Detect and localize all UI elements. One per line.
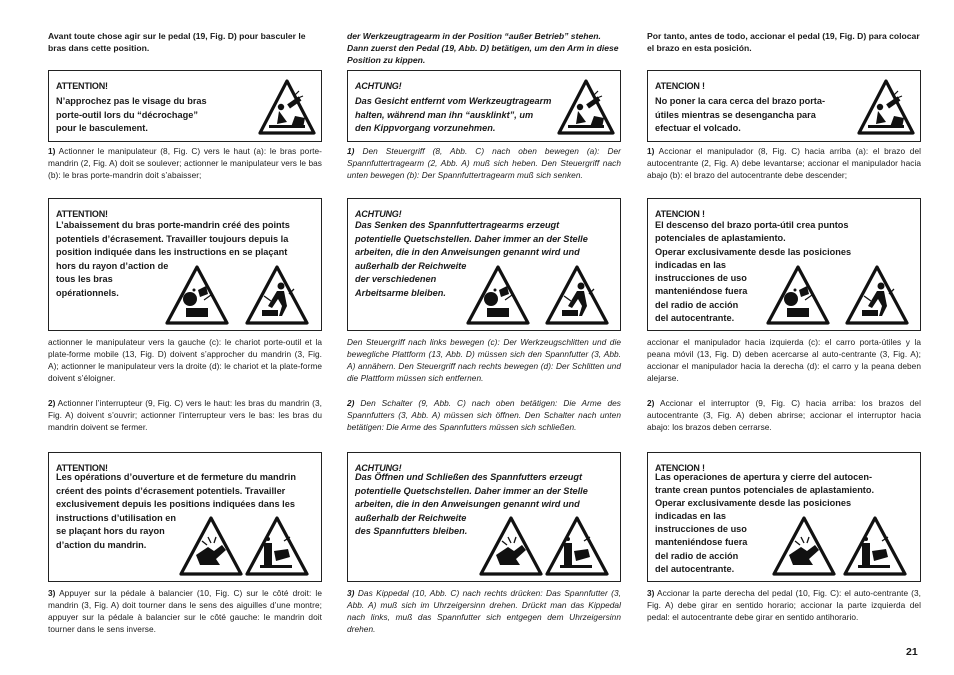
warning-title: ACHTUNG!	[355, 463, 402, 473]
warning-line: N’approchez pas le visage du bras	[56, 96, 207, 106]
hand-crush-icon	[178, 515, 244, 577]
hand-crush-icon	[771, 515, 837, 577]
warning-line: außerhalb der Reichweite	[355, 260, 467, 271]
warning-line: des Spannfutters bleiben.	[355, 526, 468, 537]
warning-line: trante crean puntos potenciales de aplastamiento.	[655, 485, 875, 496]
step-number: 1)	[48, 146, 56, 156]
warning-line: arbeiten, die in den Anweisungen genannt wird und	[355, 247, 580, 258]
warning-line: halten, während man ihn “ausklinkt”, um	[355, 109, 534, 120]
warning-line: arbeiten, die in den Anweisungen genannt wird und	[355, 499, 580, 510]
step-number: 1)	[347, 146, 355, 156]
warning-line: instrucciones de uso	[655, 273, 747, 284]
face-hazard-icon	[257, 78, 317, 136]
paragraph-1	[48, 145, 322, 181]
intro-text: der Werkzeugtragearm in der Position “außer Betrieb” stehen. Dann zuerst den Pedal (19, Abb. D) betätigen, um den Arm in diese Position zu kippen.	[347, 31, 619, 66]
paragraph-2	[647, 336, 921, 384]
paragraph-4	[647, 587, 921, 623]
warning-line: Operar exclusivamente desde las posiciones	[655, 246, 852, 257]
intro-text: Avant toute chose agir sur le pedal (19, Fig. D) pour basculer le bras dans cette position.	[48, 31, 306, 54]
warning-line: opérationnels.	[56, 287, 119, 298]
step-text: Den Steuergriff nach links bewegen (c): Der Werkzeugschlitten und die bewegliche Plattform (13, Abb. D) müssen sich den Spannfutter (3, Abb. A) annähern. Den Steuergriff nach rechts bewegen (d): Der Schlitten und die Plattform müssen sich entfernen.	[347, 337, 621, 384]
keep-away-icon	[844, 264, 910, 326]
warning-body	[56, 95, 207, 136]
paragraph-3	[48, 397, 322, 433]
step-text: Actionner l’interrupteur (9, Fig. C) vers le haut: les bras du mandrin (3, Fig. A) doivent s’ouvrir; actionner l’interrupteur vers le bas: les bras du mandrin doivent se fermer.	[48, 398, 322, 433]
warning-title: ATTENTION!	[56, 463, 108, 473]
paragraph-1	[347, 145, 621, 181]
keep-away-icon	[544, 264, 610, 326]
step-number: 2)	[347, 398, 355, 408]
paragraph-4	[48, 587, 322, 635]
warning-line: exclusivement depuis les positions indiquées dans les	[56, 499, 295, 510]
warning-line: außerhalb der Reichweite	[355, 512, 467, 523]
paragraph-2	[347, 336, 621, 384]
warning-line: Das Senken des Spannfuttertragearms erzeugt	[355, 220, 560, 230]
paragraph-2	[48, 336, 322, 384]
warning-title: ACHTUNG!	[355, 81, 402, 91]
paragraph-4	[347, 587, 621, 635]
warning-title: ATENCION !	[655, 463, 705, 473]
hand-crush-icon	[544, 515, 610, 577]
warning-line: tous les bras	[56, 274, 113, 285]
warning-line: El descenso del brazo porta-útil crea puntos	[655, 220, 849, 230]
warning-line: instructions d’utilisation en	[56, 512, 176, 523]
step-text: Accionar el manipulador (8, Fig. C) hacia arriba (a): el brazo del autocentrante (2, Fig. A) debe levantarse; accionar el manipulador hacia abajo (b): el brazo del autocentrante debe descender;	[647, 146, 921, 181]
warning-line: se plaçant hors du rayon	[56, 526, 165, 537]
step-text: Accionar el interruptor (9, Fig. C) hacia arriba: los brazos del autocentrante (3, Fig. A) deben abrirse; accionar el interruptor hacia abajo: los brazos deben cerrarse.	[647, 398, 921, 433]
hand-crush-icon	[244, 515, 310, 577]
step-text: actionner le manipulateur vers la gauche (c): le chariot porte-outil et la plate-forme mobile (13, Fig. D) doivent s’approcher du mandrin (3, Fig. A); actionner le manipulateur vers la droite (d): le chariot et la plate-forme doivent s’éloigner.	[48, 337, 322, 384]
face-hazard-icon	[556, 78, 616, 136]
step-number: 3)	[48, 588, 56, 598]
step-text: Accionar la parte derecha del pedal (10, Fig. C): el auto-centrante (3, Fig. A) debe girar en sentido horario; accionar la parte izquierda del pedal: el autocentrante debe girar en sentido antihorario.	[647, 588, 921, 623]
crush-hazard-icon	[164, 264, 230, 326]
warning-line: Das Gesicht entfernt vom Werkzeugtragearm	[355, 96, 552, 106]
hand-crush-icon	[478, 515, 544, 577]
warning-title: ATENCION !	[655, 81, 705, 91]
warning-line: L’abaissement du bras porte-mandrin créé des points	[56, 220, 290, 230]
warning-line: Das Öffnen und Schließen des Spannfutters erzeugt	[355, 472, 583, 482]
step-number: 3)	[647, 588, 655, 598]
warning-line: potentiels d’écrasement. Travailler toujours depuis la	[56, 233, 289, 244]
warning-line: Operar exclusivamente desde las posiciones	[655, 498, 852, 509]
step-text: accionar el manipulador hacia izquierda (c): el carro porta-útiles y la peana móvil (13, Fig. D) deben acercarse al auto-centrante (3, Fig. A); accionar el manipulador hacia la derecha (d): el carro y la peana deben alejarse.	[647, 337, 921, 384]
warning-line: del autocentrante.	[655, 313, 735, 324]
warning-line: efectuar el volcado.	[655, 123, 741, 134]
crush-hazard-icon	[765, 264, 831, 326]
warning-line: den Kippvorgang vorzunehmen.	[355, 123, 496, 134]
hand-crush-icon	[842, 515, 908, 577]
intro-text: Por tanto, antes de todo, accionar el pedal (19, Fig. D) para colocar el brazo en esta posición.	[647, 31, 920, 54]
warning-line: Arbeitsarme bleiben.	[355, 287, 446, 298]
warning-body	[655, 95, 825, 136]
step-text: Den Steuergriff (8, Abb. C) nach oben bewegen (a): Der Spannfuttertragearm (2, Abb. A) muß sich heben. Den Steuergriff nach unten bewegen (b): Der Spannfuttertragearm muß sich senken.	[347, 146, 621, 181]
warning-line: position indiquée dans les instructions en se plaçant	[56, 247, 288, 258]
warning-line: d’action du mandrin.	[56, 539, 147, 550]
step-text: Actionner le manipulateur (8, Fig. C) vers le haut (a): le bras porte-mandrin (2, Fig. A) doit se soulever; actionner le manipulateur vers le bas (b): le bras porte-mandrin doit s’abaisser;	[48, 146, 322, 181]
step-text: Das Kippedal (10, Abb. C) nach rechts drücken: Das Spannfutter (3, Abb. A) muß sich im Uhrzeigersinn drehen. Drückt man das Kippedal nach links, muß das Spannfutter sich entgegen dem Uhrzeigersinn drehen.	[347, 588, 621, 635]
warning-title: ACHTUNG!	[355, 209, 402, 219]
page-number: 21	[906, 646, 918, 658]
warning-line: del radio de acción	[655, 550, 739, 561]
step-text: Den Schalter (9, Abb. C) nach oben betätigen: Die Arme des Spannfutters (3, Abb. A) müssen sich öffnen. Den Schalter nach unten betätigen: Die Arme des Spannfutters müssen sich schließen.	[347, 398, 621, 433]
step-number: 2)	[48, 398, 56, 408]
warning-title: ATTENTION!	[56, 209, 108, 219]
step-number: 2)	[647, 398, 655, 408]
warning-title: ATENCION !	[655, 209, 705, 219]
warning-line: Les opérations d’ouverture et de fermeture du mandrin	[56, 472, 296, 482]
paragraph-1	[647, 145, 921, 181]
warning-line: útiles mientras se desengancha para	[655, 109, 816, 120]
keep-away-icon	[244, 264, 310, 326]
warning-line: No poner la cara cerca del brazo porta-	[655, 96, 826, 106]
warning-line: manteniéndose fuera	[655, 286, 748, 297]
warning-line: créent des points d’écrasement potentiels. Travailler	[56, 485, 286, 496]
step-text: Appuyer sur la pédale à balancier (10, Fig. C) sur le côté droit: le mandrin (3, Fig. A) doit tourner dans le sens des aiguilles d’une montre; appuyer sur la pédale à balancier sur le côté gauche: le mandrin doit tourner dans le sens inverse.	[48, 588, 322, 635]
warning-body	[355, 95, 551, 136]
warning-line: indicadas en las	[655, 259, 726, 270]
warning-line: potentielle Quetschstellen. Daher immer an der Stelle	[355, 485, 588, 496]
step-number: 3)	[347, 588, 355, 598]
warning-title: ATTENTION!	[56, 81, 108, 91]
paragraph-3	[647, 397, 921, 433]
warning-line: indicadas en las	[655, 511, 726, 522]
warning-line: del radio de acción	[655, 299, 739, 310]
warning-line: porte-outil lors du “décrochage”	[56, 109, 198, 120]
warning-line: hors du rayon d’action de	[56, 260, 169, 271]
warning-line: del autocentrante.	[655, 563, 735, 574]
paragraph-3	[347, 397, 621, 433]
warning-line: manteniéndose fuera	[655, 537, 748, 548]
warning-line: potentielle Quetschstellen. Daher immer an der Stelle	[355, 233, 588, 244]
warning-line: potenciales de aplastamiento.	[655, 233, 786, 244]
warning-line: pour le basculement.	[56, 123, 148, 134]
warning-line: der verschiedenen	[355, 274, 437, 285]
warning-line: instrucciones de uso	[655, 524, 747, 535]
crush-hazard-icon	[465, 264, 531, 326]
face-hazard-icon	[856, 78, 916, 136]
warning-line: Las operaciones de apertura y cierre del autocen-	[655, 472, 873, 482]
step-number: 1)	[647, 146, 655, 156]
